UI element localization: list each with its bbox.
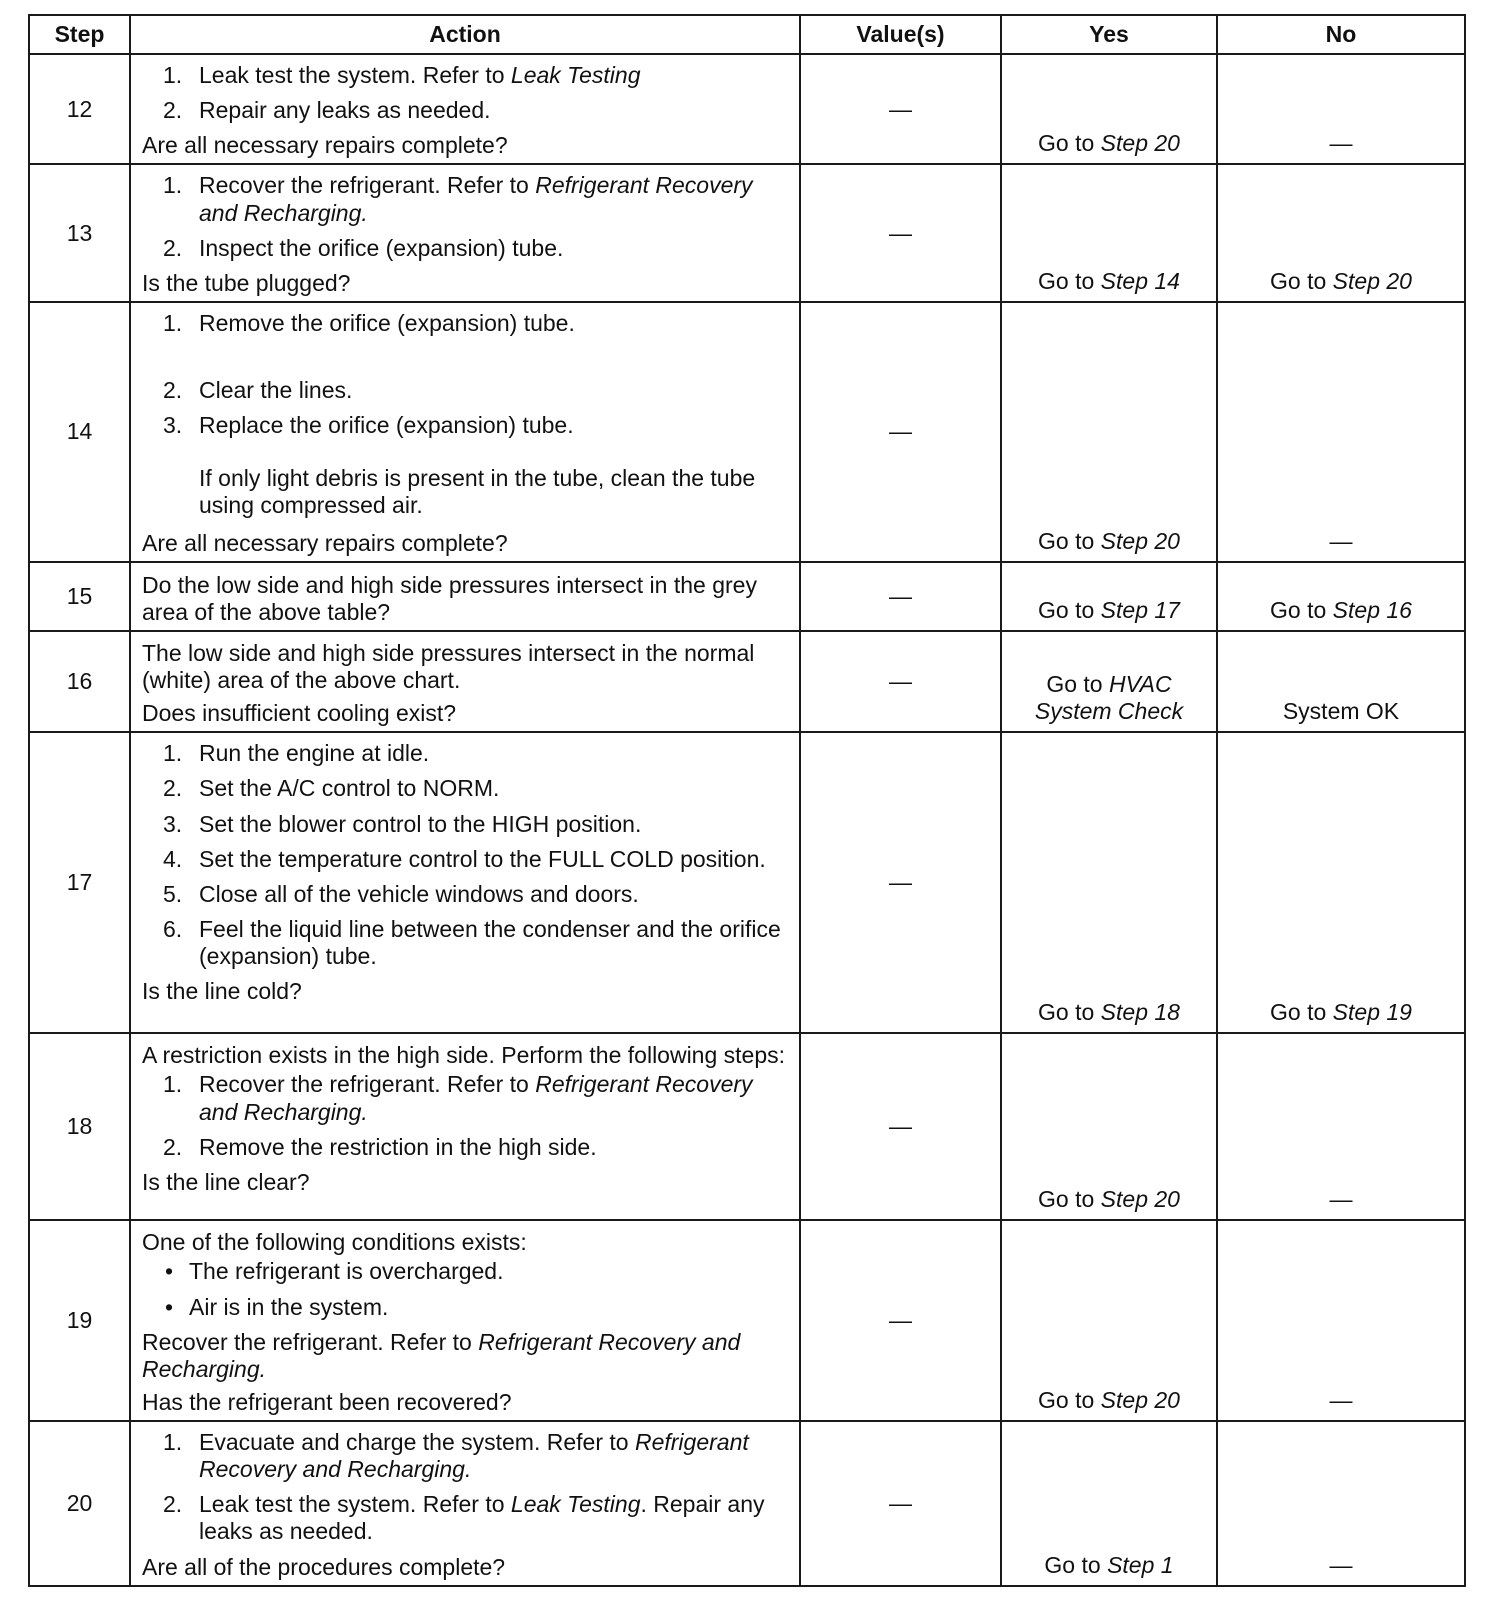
no-cell: Go to Step 16 <box>1217 562 1465 631</box>
action-item: 6. Feel the liquid line between the condenser and the orifice (expansion) tube. <box>163 915 781 969</box>
question: Is the line clear? <box>142 1168 310 1195</box>
table-row <box>29 1421 1465 1586</box>
intro-text: A restriction exists in the high side. Perform the following steps: <box>142 1042 786 1069</box>
question: Are all of the procedures complete? <box>142 1553 506 1580</box>
action-item: 3. Set the blower control to the HIGH position. <box>163 810 642 837</box>
action-item: 2. Remove the restriction in the high side. <box>163 1133 597 1160</box>
question: Do the low side and high side pressures intersect in the grey area of the above table? <box>142 571 757 625</box>
intro-text: The low side and high side pressures intersect in the normal (white) area of the above chart. <box>142 639 755 693</box>
step-link: Step 20 <box>1100 1186 1180 1213</box>
header-row <box>29 15 1465 54</box>
action-item: 1. Remove the orifice (expansion) tube. <box>163 309 575 336</box>
cross-reference: Leak Testing <box>510 62 641 88</box>
action-item: 1. Recover the refrigerant. Refer to Refrigerant Recovery and Recharging. <box>163 172 753 226</box>
table-row <box>29 631 1465 732</box>
question: Has the refrigerant been recovered? <box>142 1388 512 1415</box>
table-row <box>29 164 1465 302</box>
action-item: 2. Leak test the system. Refer to Leak Testing. Repair any leaks as needed. <box>163 1491 765 1545</box>
yes-cell: Go to Step 20 <box>1001 1220 1217 1421</box>
value-cell: — <box>800 164 1001 302</box>
action-cell <box>130 732 800 1033</box>
header-values: Value(s) <box>800 15 1001 54</box>
yes-cell: Go to Step 20 <box>1001 302 1217 562</box>
question: Is the line cold? <box>142 978 302 1005</box>
yes-cell: Go to Step 20 <box>1001 54 1217 164</box>
value-cell: — <box>800 732 1001 1033</box>
no-cell: — <box>1217 1220 1465 1421</box>
table-row <box>29 732 1465 1033</box>
diagnostic-table <box>28 14 1466 1587</box>
action-cell <box>130 1220 800 1421</box>
action-cell <box>130 1033 800 1220</box>
yes-cell: Go to HVAC System Check <box>1001 631 1217 732</box>
step-number: 13 <box>29 164 130 302</box>
yes-cell: Go to Step 18 <box>1001 732 1217 1033</box>
no-cell: — <box>1217 302 1465 562</box>
table-row <box>29 54 1465 164</box>
step-link: HVAC System Check <box>1034 671 1184 725</box>
action-item: 5. Close all of the vehicle windows and doors. <box>163 880 639 907</box>
action-cell <box>130 54 800 164</box>
header-action: Action <box>130 15 800 54</box>
no-cell: System OK <box>1217 631 1465 732</box>
action-cell <box>130 302 800 562</box>
action-item: 2. Set the A/C control to NORM. <box>163 775 500 802</box>
cross-reference: Refrigerant Recovery and Recharging <box>199 172 753 226</box>
action-cell <box>130 631 800 732</box>
step-number: 19 <box>29 1220 130 1421</box>
header-no: No <box>1217 15 1465 54</box>
question: Is the tube plugged? <box>142 269 351 296</box>
table-row <box>29 302 1465 562</box>
step-link: Step 20 <box>1100 130 1180 157</box>
table-row <box>29 1220 1465 1421</box>
yes-cell: Go to Step 14 <box>1001 164 1217 302</box>
yes-cell: Go to Step 1 <box>1001 1421 1217 1586</box>
header-step: Step <box>29 15 130 54</box>
step-number: 15 <box>29 562 130 631</box>
step-link: Step 20 <box>1332 267 1412 294</box>
value-cell: — <box>800 1220 1001 1421</box>
value-cell: — <box>800 302 1001 562</box>
action-cell <box>130 1421 800 1586</box>
action-item: 2. Inspect the orifice (expansion) tube. <box>163 234 564 261</box>
yes-cell: Go to Step 17 <box>1001 562 1217 631</box>
step-number: 20 <box>29 1421 130 1586</box>
action-item: 1. Evacuate and charge the system. Refer to Refrigerant Recovery and Recharging. <box>163 1429 749 1483</box>
cross-reference: Leak Testing <box>510 1491 641 1518</box>
value-cell: — <box>800 562 1001 631</box>
value-cell: — <box>800 631 1001 732</box>
step-link: Step 16 <box>1332 596 1412 623</box>
step-number: 16 <box>29 631 130 732</box>
table-row <box>29 562 1465 631</box>
step-number: 14 <box>29 302 130 562</box>
question: Does insufficient cooling exist? <box>142 700 457 727</box>
question: Are all necessary repairs complete? <box>142 132 508 159</box>
step-link: Step 20 <box>1100 1386 1180 1413</box>
step-number: 18 <box>29 1033 130 1220</box>
step-link: Step 20 <box>1100 527 1180 554</box>
action-item: 3. Replace the orifice (expansion) tube. <box>163 412 574 439</box>
step-link: Step 18 <box>1100 999 1180 1026</box>
action-item: 1. Leak test the system. Refer to Leak Testing <box>163 62 641 88</box>
cross-reference: Refrigerant Recovery and Recharging <box>199 1071 753 1125</box>
bullet-item: • Air is in the system. <box>165 1293 389 1320</box>
action-item: 1. Recover the refrigerant. Refer to Refrigerant Recovery and Recharging. <box>163 1071 753 1125</box>
action-item: 2. Clear the lines. <box>163 377 353 403</box>
step-number: 17 <box>29 732 130 1033</box>
step-link: Step 1 <box>1107 1551 1174 1578</box>
value-cell: — <box>800 1421 1001 1586</box>
no-cell: — <box>1217 1033 1465 1220</box>
no-cell: — <box>1217 54 1465 164</box>
cross-reference: Refrigerant Recovery and Recharging <box>199 1429 749 1483</box>
value-cell: — <box>800 54 1001 164</box>
step-link: Step 17 <box>1100 596 1180 623</box>
step-link: Step 14 <box>1100 267 1180 294</box>
note-text: If only light debris is present in the tube, clean the tube using compressed air. <box>199 465 756 519</box>
no-cell: Go to Step 20 <box>1217 164 1465 302</box>
value-cell: — <box>800 1033 1001 1220</box>
action-cell <box>130 562 800 631</box>
bullet-item: • The refrigerant is overcharged. <box>165 1258 504 1285</box>
yes-cell: Go to Step 20 <box>1001 1033 1217 1220</box>
step-link: Step 19 <box>1332 999 1412 1026</box>
no-cell: Go to Step 19 <box>1217 732 1465 1033</box>
cross-reference: Refrigerant Recovery and Recharging <box>142 1328 741 1382</box>
action-cell <box>130 164 800 302</box>
question: Are all necessary repairs complete? <box>142 529 508 556</box>
no-cell: — <box>1217 1421 1465 1586</box>
header-yes: Yes <box>1001 15 1217 54</box>
action-item: 2. Repair any leaks as needed. <box>163 97 491 124</box>
action-item: 4. Set the temperature control to the FULL COLD position. <box>163 845 766 872</box>
table-row <box>29 1033 1465 1220</box>
instruction-text: Recover the refrigerant. Refer to Refrigerant Recovery and Recharging. <box>142 1328 741 1382</box>
action-item: 1. Run the engine at idle. <box>163 740 430 767</box>
intro-text: One of the following conditions exists: <box>142 1229 527 1256</box>
step-number: 12 <box>29 54 130 164</box>
